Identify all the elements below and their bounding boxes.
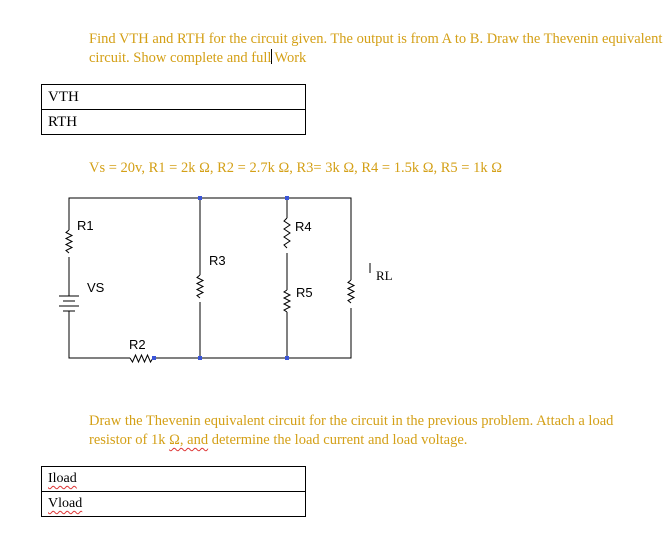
iload-label: Iload [48,471,77,486]
question-2-text-main: Draw the Thevenin equivalent circuit for the circuit in the previous problem. Attach a load resistor of 1k [89,413,614,448]
resistor-rl [348,280,354,303]
rth-cell[interactable]: RTH [42,110,306,135]
node [285,196,289,200]
question-2-text-flagged: Ω, and [169,432,209,448]
node [285,356,289,360]
question-2-text [89,412,649,450]
given-values: Vs = 20v, R1 = 2k Ω, R2 = 2.7k Ω, R3= 3k Ω, R4 = 1.5k Ω, R5 = 1k Ω [89,160,502,176]
label-r4: R4 [295,219,312,234]
label-r2: R2 [129,337,146,352]
resistor-r5 [284,290,290,312]
table-row [42,492,306,517]
resistor-r1 [66,230,72,253]
question-1-text-main: Find VTH and RTH for the circuit given. The output is from A to B. Draw the Thevenin equivalent circuit. Show complete and full [89,31,663,66]
label-r1: R1 [77,218,94,233]
label-rl: RL [376,268,393,283]
label-vs: VS [87,280,105,295]
vth-cell[interactable]: VTH [42,85,306,110]
resistor-r4 [284,218,290,248]
resistor-r2 [130,355,153,362]
voltage-source-vs [59,296,79,316]
resistor-r3 [197,275,203,298]
node [198,196,202,200]
vload-label: Vload [48,496,83,511]
label-r5: R5 [296,285,313,300]
node [198,356,202,360]
node [152,356,156,360]
table-row [42,467,306,492]
label-r3: R3 [209,253,226,268]
question-1-text-end: Work [274,50,307,66]
vload-cell[interactable] [42,492,306,517]
question-2-text-end: determine the load current and load voltage. [211,432,468,448]
iload-cell[interactable] [42,467,306,492]
answer-table-load [41,466,306,517]
circuit-nodes [152,196,289,360]
